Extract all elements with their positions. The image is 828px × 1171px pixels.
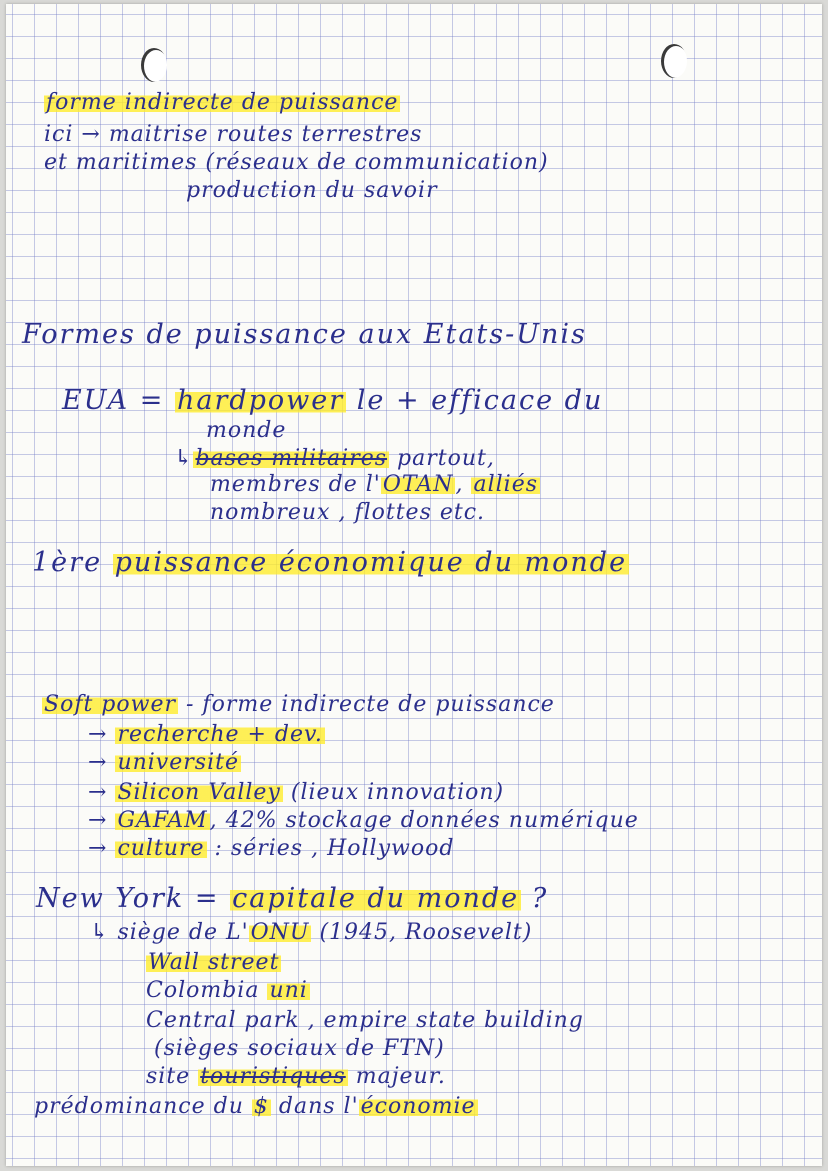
note-line: (sièges sociaux de FTN) bbox=[154, 1036, 445, 1061]
note-line: ici → maitrise routes terrestres bbox=[44, 122, 423, 147]
note-line: Central park , empire state building bbox=[146, 1008, 584, 1033]
note-line: EUA = hardpower le + efficace du bbox=[62, 385, 604, 416]
note-line: site touristiques majeur. bbox=[146, 1064, 446, 1089]
list-item: → Silicon Valley (lieux innovation) bbox=[88, 780, 505, 805]
note-line: nombreux , flottes etc. bbox=[210, 500, 486, 525]
list-item: → GAFAM, 42% stockage données numérique bbox=[88, 808, 639, 833]
list-item: → culture : séries , Hollywood bbox=[88, 836, 455, 861]
note-line: ↳ siège de L'ONU (1945, Roosevelt) bbox=[90, 920, 533, 945]
note-line: ↳bases militaires partout, bbox=[174, 446, 495, 471]
list-item: → université bbox=[88, 750, 239, 775]
note-line: Colombia uni bbox=[146, 978, 308, 1003]
section-title: Formes de puissance aux Etats-Unis bbox=[22, 319, 587, 350]
punch-hole-left bbox=[141, 48, 167, 82]
note-line: forme indirecte de puissance bbox=[46, 90, 399, 115]
note-line: membres de l'OTAN, alliés bbox=[210, 472, 539, 497]
note-line: et maritimes (réseaux de communication) bbox=[44, 150, 549, 175]
note-line: prédominance du $ dans l'économie bbox=[34, 1094, 476, 1119]
punch-hole-right bbox=[661, 44, 687, 78]
note-line: production du savoir bbox=[186, 178, 438, 203]
note-line: Wall street bbox=[148, 950, 280, 975]
notebook-page bbox=[6, 4, 822, 1166]
note-line: monde bbox=[206, 418, 287, 443]
note-line: New York = capitale du monde ? bbox=[36, 883, 549, 914]
note-line: 1ère puissance économique du monde bbox=[32, 547, 628, 578]
list-item: → recherche + dev. bbox=[88, 722, 323, 747]
note-line: Soft power - forme indirecte de puissance bbox=[44, 692, 555, 717]
